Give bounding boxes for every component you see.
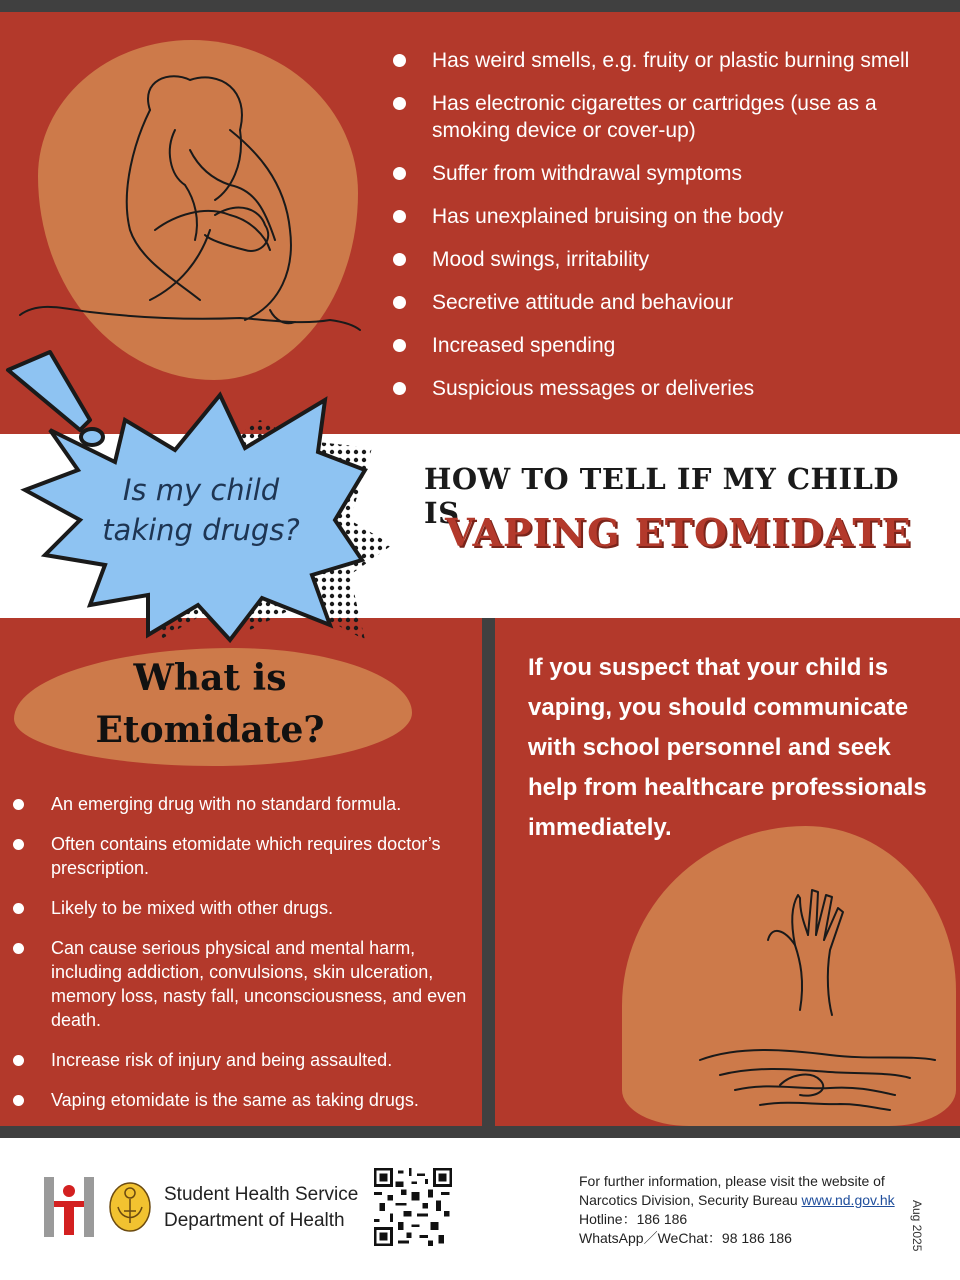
list-item: Increase risk of injury and being assaulted. [51, 1048, 481, 1072]
org-line-1: Student Health Service [164, 1184, 359, 1205]
qr-code[interactable] [374, 1168, 452, 1246]
list-item: Mood swings, irritability [432, 246, 952, 273]
department-of-health-logo [44, 1177, 94, 1237]
publication-date: Aug 2025 [910, 1200, 924, 1252]
list-item: Likely to be mixed with other drugs. [51, 896, 481, 920]
list-item: Has electronic cigarettes or cartridges (use as a smoking device or cover-up) [432, 90, 952, 144]
whatsapp-wechat: WhatsApp／WeChat：98 186 186 [579, 1230, 792, 1246]
list-item: Often contains etomidate which requires doctor’s prescription. [51, 832, 481, 880]
info-line-1: For further information, please visit the website of [579, 1173, 885, 1189]
what-is-title: What is Etomidate? [95, 657, 325, 751]
list-item: Has unexplained bruising on the body [432, 203, 952, 230]
list-item: Suffer from withdrawal symptoms [432, 160, 952, 187]
list-item: Secretive attitude and behaviour [432, 289, 952, 316]
bubble-question: Is my child taking drugs? [102, 473, 300, 547]
org-line-2: Department of Health [164, 1210, 345, 1231]
organization-name [164, 1182, 358, 1234]
info-line-2: Narcotics Division, Security Bureau www.nd.gov.hk [579, 1192, 895, 1208]
advice-text: If you suspect that your child is vaping, you should communicate with school personnel and seek help from healthcare professionals immediately. [528, 654, 927, 841]
list-item: Suspicious messages or deliveries [432, 375, 952, 402]
list-item: Vaping etomidate is the same as taking drugs. [51, 1088, 481, 1112]
poster-title-line2: VAPING ETOMIDATE [445, 510, 912, 555]
student-health-service-logo [108, 1177, 152, 1233]
list-item: Can cause serious physical and mental harm, including addiction, convulsions, skin ulceration, memory loss, nasty fall, unconsciousness, and even death. [51, 936, 481, 1032]
poster-title-line1: HOW TO TELL IF MY CHILD IS [424, 462, 900, 530]
contact-info [579, 1172, 924, 1248]
website-link[interactable]: www.nd.gov.hk [801, 1192, 895, 1208]
list-item: An emerging drug with no standard formula. [51, 792, 481, 816]
list-item: Increased spending [432, 332, 952, 359]
hotline: Hotline：186 186 [579, 1211, 688, 1227]
list-item: Has weird smells, e.g. fruity or plastic burning smell [432, 47, 952, 74]
